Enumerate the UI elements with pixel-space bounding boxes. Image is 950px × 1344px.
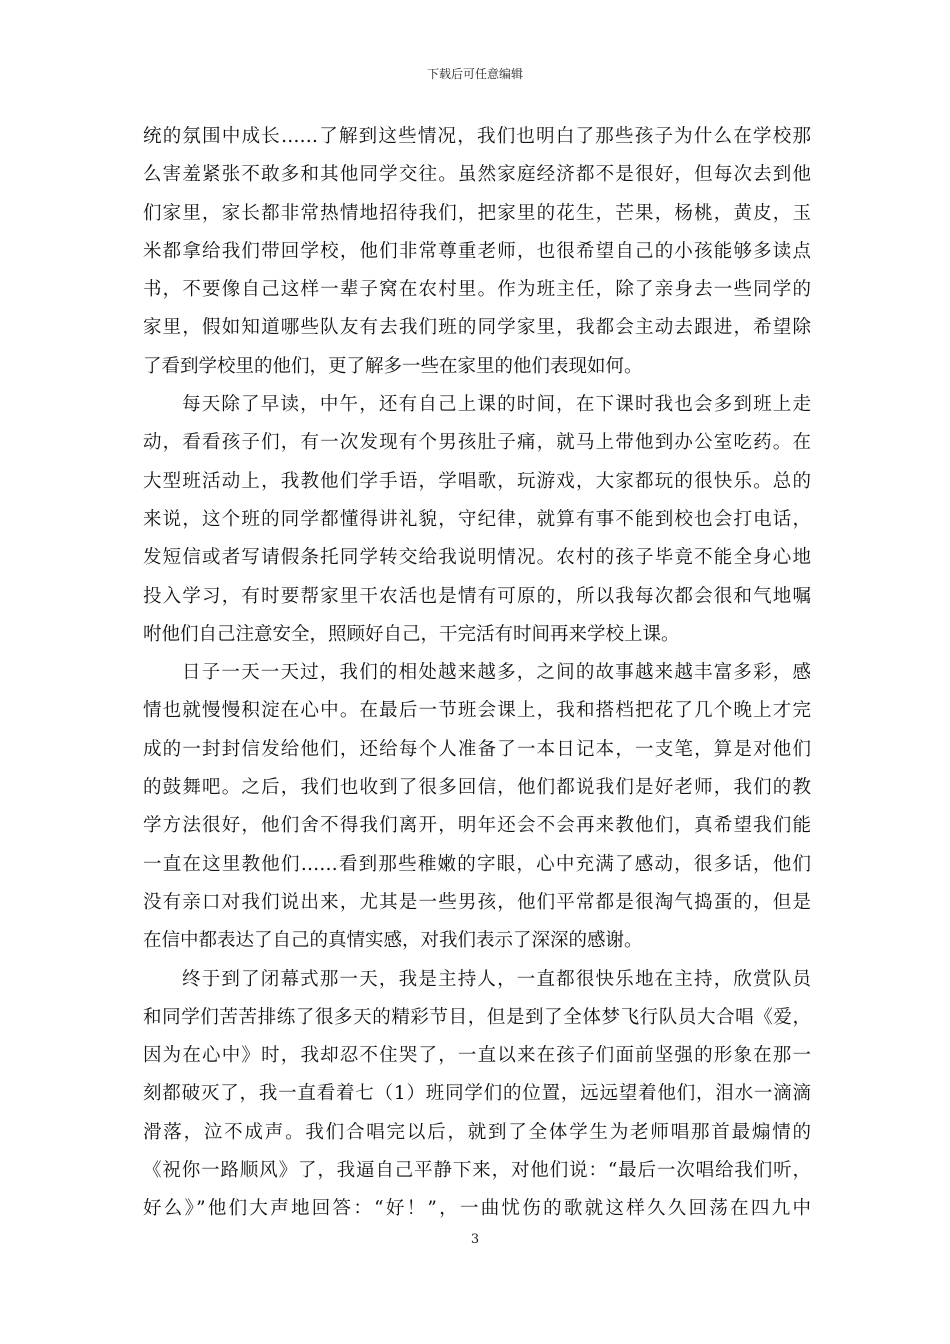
text-line: 因为在心中》时，我却忍不住哭了，一直以来在孩子们面前坚强的形象在那一 bbox=[143, 1045, 811, 1067]
text-line: 滑落，泣不成声。我们合唱完以后，就到了全体学生为老师唱那首最煽情的 bbox=[143, 1121, 811, 1143]
text-line: 咐他们自己注意安全，照顾好自己，干完活有时间再来学校上课。 bbox=[143, 623, 680, 645]
page-header: 下载后可任意编辑 bbox=[426, 67, 523, 81]
paragraph-first-line: 日子一天一天过，我们的相处越来越多，之间的故事越来越丰富多彩，感 bbox=[182, 662, 811, 684]
text-line: 一直在这里教他们……看到那些稚嫩的字眼，心中充满了感动，很多话，他们 bbox=[143, 853, 811, 875]
paragraph-first-line: 终于到了闭幕式那一天，我是主持人，一直都很快乐地在主持，欣赏队员 bbox=[182, 968, 811, 990]
text-line: 动，看看孩子们，有一次发现有个男孩肚子痛，就马上带他到办公室吃药。在 bbox=[143, 432, 811, 454]
text-line: 没有亲口对我们说出来，尤其是一些男孩，他们平常都是很淘气捣蛋的，但是 bbox=[143, 891, 811, 913]
text-line: 家里，假如知道哪些队友有去我们班的同学家里，我都会主动去跟进，希望除 bbox=[143, 317, 811, 339]
text-line: 刻都破灭了，我一直看着七（1）班同学们的位置，远远望着他们，泪水一滴滴 bbox=[143, 1083, 811, 1105]
text-line: 发短信或者写请假条托同学转交给我说明情况。农村的孩子毕竟不能全身心地 bbox=[143, 547, 811, 569]
text-line: 么害羞紧张不敢多和其他同学交往。虽然家庭经济都不是很好，但每次去到他 bbox=[143, 164, 811, 186]
text-line: 大型班活动上，我教他们学手语，学唱歌，玩游戏，大家都玩的很快乐。总的 bbox=[143, 470, 811, 492]
text-line: 《祝你一路顺风》了，我逼自己平静下来，对他们说：“最后一次唱给我们听， bbox=[143, 1160, 811, 1182]
text-line: 米都拿给我们带回学校，他们非常尊重老师，也很希望自己的小孩能够多读点 bbox=[143, 240, 811, 262]
text-line: 成的一封封信发给他们，还给每个人准备了一本日记本，一支笔，算是对他们 bbox=[143, 738, 811, 760]
text-line: 投入学习，有时要帮家里干农活也是情有可原的，所以我每次都会很和气地嘱 bbox=[143, 585, 811, 607]
text-line: 书，不要像自己这样一辈子窝在农村里。作为班主任，除了亲身去一些同学的 bbox=[143, 279, 811, 301]
page-number: 3 bbox=[470, 1232, 480, 1247]
text-line: 的鼓舞吧。之后，我们也收到了很多回信，他们都说我们是好老师，我们的教 bbox=[143, 777, 811, 799]
document-body bbox=[143, 118, 811, 1229]
text-line: 们家里，家长都非常热情地招待我们，把家里的花生，芒果，杨桃，黄皮，玉 bbox=[143, 202, 811, 224]
text-line: 了看到学校里的他们，更了解多一些在家里的他们表现如何。 bbox=[143, 355, 643, 377]
text-line: 情也就慢慢积淀在心中。在最后一节班会课上，我和搭档把花了几个晚上才完 bbox=[143, 700, 811, 722]
text-line: 在信中都表达了自己的真情实感，对我们表示了深深的感谢。 bbox=[143, 930, 643, 952]
text-line: 统的氛围中成长……了解到这些情况，我们也明白了那些孩子为什么在学校那 bbox=[143, 126, 811, 147]
paragraph-first-line: 每天除了早读，中午，还有自己上课的时间，在下课时我也会多到班上走 bbox=[182, 394, 811, 416]
text-line: 和同学们苦苦排练了很多天的精彩节目，但是到了全体梦飞行队员大合唱《爱， bbox=[143, 1006, 811, 1028]
text-line: 学方法很好，他们舍不得我们离开，明年还会不会再来教他们，真希望我们能 bbox=[143, 815, 811, 837]
text-line: 来说，这个班的同学都懂得讲礼貌，守纪律，就算有事不能到校也会打电话， bbox=[143, 508, 811, 530]
text-line: 好么》”他们大声地回答：“好！”，一曲忧伤的歌就这样久久回荡在四九中 bbox=[143, 1198, 811, 1220]
